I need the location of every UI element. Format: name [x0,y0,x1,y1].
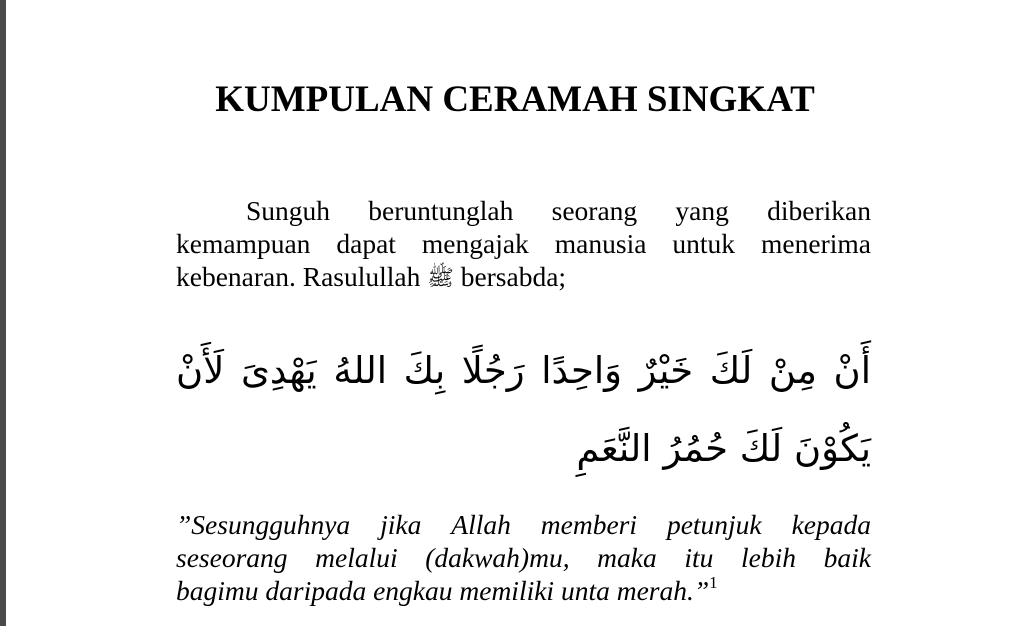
intro-word: beruntunglah [368,195,514,226]
intro-line-2 [176,227,871,260]
intro-line-3 [176,260,871,295]
intro-paragraph [176,194,871,295]
translation-word: melalui [315,542,398,573]
translation-word: (dakwah)mu, [425,542,570,573]
intro-word: mengajak [421,228,529,259]
intro-word: seorang [551,195,638,226]
translation-word: Allah [451,509,511,540]
arabic-word: بِكَ [403,349,446,392]
arabic-word: مِنْ [768,349,817,392]
translation-word: seseorang [176,542,288,573]
hadith-arabic-line-2: يَكُوْنَ لَكَ حُمُرُ النَّعَمِ [576,427,871,470]
arabic-word: وَاحِدًا [541,349,623,392]
intro-word: kemampuan [176,228,311,259]
translation-word: petunjuk [666,509,762,540]
translation-word: jika [380,509,422,540]
translation-word: itu [684,542,714,573]
arabic-word: رَجُلًا [461,349,525,392]
page-title: KUMPULAN CERAMAH SINGKAT [215,79,815,120]
translation-word: maka [597,542,657,573]
hadith-arabic-line-1 [176,332,871,410]
translation-line-1 [176,508,871,541]
translation-word: baik [823,542,871,573]
hadith-translation [176,508,871,607]
arabic-word: يَهْدِىَ [240,349,317,392]
intro-word: yang [675,195,729,226]
translation-word: lebih [740,542,796,573]
translation-line-3 [176,574,871,607]
intro-word: untuk [672,228,736,259]
arabic-word: لَأَنْ [176,349,225,392]
intro-word: manusia [554,228,647,259]
arabic-word: اللهُ [333,349,387,392]
translation-word: kepada [791,509,871,540]
translation-line-2 [176,541,871,574]
intro-text: bersabda; [460,261,567,292]
translation-text: bagimu daripada engkau memiliki unta merah.” [176,575,710,606]
translation-word: memberi [540,509,638,540]
translation-word: ”Sesungguhnya [176,509,351,540]
intro-word: Sunguh [246,195,331,226]
intro-word: diberikan [767,195,871,226]
arabic-word: لَكَ [709,349,753,392]
document-page [6,0,1024,626]
footnote-marker[interactable]: 1 [709,573,718,592]
arabic-word: خَيْرٌ [638,349,694,392]
salawat-symbol: ﷺ [427,266,454,291]
intro-text: kebenaran. Rasulullah [176,261,421,292]
intro-word: menerima [761,228,871,259]
intro-word: dapat [336,228,396,259]
arabic-word: أَنْ [833,349,871,392]
intro-line-1 [176,194,871,227]
